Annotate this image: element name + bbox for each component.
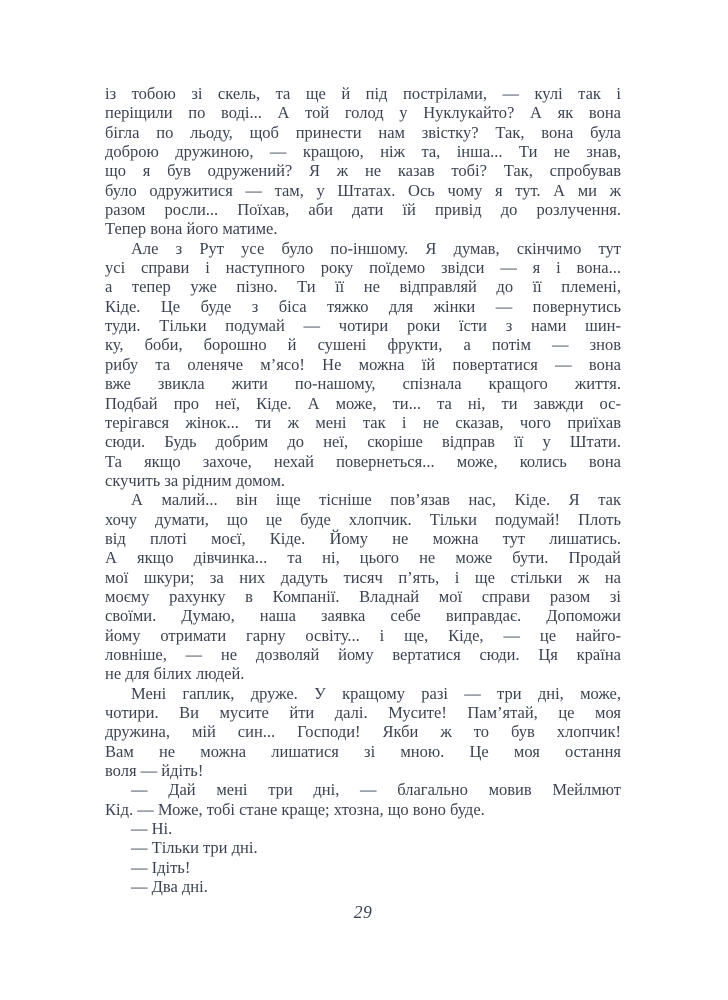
text-line: Але з Рут усе було по-іншому. Я думав, скінчимо тут <box>131 238 621 258</box>
text-line: бігла по льоду, щоб принести нам звістку? Так, вона була <box>105 122 621 142</box>
text-line: що я був одружений? Я ж не казав тобі? Так, спробував <box>105 161 621 181</box>
text-line: хочу думати, що це буде хлопчик. Тільки подумай! Плоть <box>105 509 621 529</box>
text-line: — Тільки три дні. <box>131 838 258 858</box>
text-line: терігався жінок... ти ж мені так і не сказав, чого приїхав <box>105 412 621 432</box>
page-number: 29 <box>353 902 373 922</box>
text-line: Подбай про неї, Кіде. А може, ти... та ні, ти завжди ос- <box>105 393 621 413</box>
text-line: А якщо дівчинка... та ні, цього не може бути. Продай <box>105 548 621 568</box>
text-line: ловніше, — не дозволяй йому вертатися сюди. Ця країна <box>105 644 621 664</box>
text-line: — Дай мені три дні, — благально мовив Мейлмют <box>131 780 621 800</box>
text-line: йому отримати гарну освіту... і ще, Кіде, — це найго- <box>105 625 621 645</box>
text-line: Кід. — Може, тобі стане краще; хтозна, що воно буде. <box>105 799 485 819</box>
text-line: Тепер вона його матиме. <box>105 219 278 239</box>
text-line: періщили по воді... А той голод у Нуклукайто? А як вона <box>105 103 621 123</box>
text-line: скучить за рідним домом. <box>105 470 286 490</box>
text-line: чотири. Ви мусите йти далі. Мусите! Пам’ятай, це моя <box>105 703 621 722</box>
text-line: мої шкури; за них дадуть тисяч п’ять, і ще стільки ж на <box>105 567 621 587</box>
text-line: — Ні. <box>131 819 173 839</box>
text-line: — Ідіть! <box>131 857 191 877</box>
text-line: разом росли... Поїхав, аби дати їй привід до розлучення. <box>105 200 621 220</box>
text-line: вже звикла жити по-нашому, спізнала кращого життя. <box>105 374 621 394</box>
text-line: рибу та оленяче м’ясо! Не можна їй повертатися — вона <box>105 354 621 374</box>
text-line: воля — йдіть! <box>105 761 204 781</box>
text-line: не для білих людей. <box>105 664 245 684</box>
text-line: було одружитися — там, у Штатах. Ось чому я тут. А ми ж <box>105 180 621 200</box>
text-line: доброю дружиною, — кращою, ніж та, інша... Ти не знав, <box>105 142 621 162</box>
text-block <box>105 84 621 896</box>
text-line: А малий... він іще тісніше пов’язав нас, Кіде. Я так <box>131 490 621 510</box>
text-line: Мені гаплик, друже. У кращому разі — три дні, може, <box>131 683 621 703</box>
text-line: — Два дні. <box>131 877 208 897</box>
text-line: ку, боби, борошно й сушені фрукти, а потім — знов <box>105 335 621 355</box>
text-line: своїми. Думаю, наша заявка себе виправдає. Допоможи <box>105 606 621 626</box>
text-line: а тепер уже пізно. Ти її не відправляй до її племені, <box>105 277 621 297</box>
text-line: від плоті моєї, Кіде. Йому не можна тут лишатись. <box>105 528 621 548</box>
text-line: Та якщо захоче, нехай повернеться... може, колись вона <box>105 451 621 471</box>
text-line: усі справи і наступного року поїдемо звідси — я і вона... <box>105 258 621 278</box>
text-line: Вам не можна лишатися зі мною. Це моя остання <box>105 741 621 761</box>
text-line: моєму рахунку в Компанії. Владнай мої справи разом зі <box>105 586 621 606</box>
text-line: туди. Тільки подумай — чотири роки їсти з нами шин- <box>105 316 621 336</box>
text-line: дружина, мій син... Господи! Якби ж то був хлопчик! <box>105 722 621 742</box>
text-line: сюди. Будь добрим до неї, скоріше відправ її у Штати. <box>105 432 621 452</box>
text-line: Кіде. Це буде з біса тяжко для жінки — повернутись <box>105 296 621 316</box>
text-line: із тобою зі скель, та ще й під пострілами, — кулі так і <box>105 84 621 103</box>
